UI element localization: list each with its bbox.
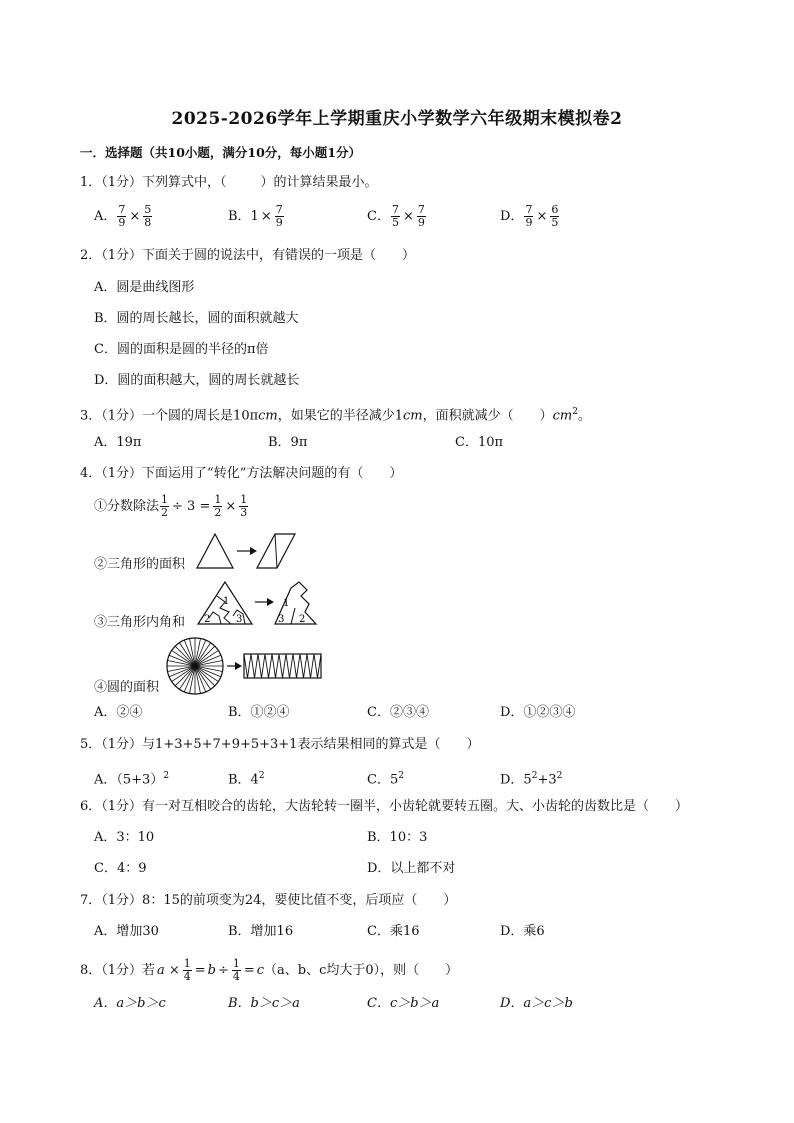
q1-option-c[interactable] [367, 204, 427, 229]
arrow-head [235, 662, 242, 670]
sector-zigzag [244, 654, 321, 678]
fraction: $\frac{7}{5}$ [391, 203, 399, 229]
q4-item-4-label: ④圆的面积 [94, 680, 160, 695]
q1-stem [80, 174, 378, 192]
q8-stem: 8．（1分）若 a × $\frac{1}{4}$ = b ÷ $\frac{1}{4}$ = c（a、b、c均大于0），则（ ） [80, 957, 459, 983]
triangle-angle-sum-figure [195, 578, 320, 628]
times-sign: × [225, 499, 237, 514]
fraction: $\frac{1}{2}$ [161, 493, 169, 519]
q4-stem: 4．（1分）下面运用了“转化”方法解决问题的有（ ） [80, 466, 403, 481]
q8-option-b[interactable]: B．b＞c＞a [228, 996, 300, 1011]
q6-option-a[interactable]: A．3：10 [94, 830, 155, 845]
section-heading: 一．选择题（共10小题，满分10分，每小题1分） [80, 145, 361, 160]
q4-item1-eq: ÷ 3 = [172, 499, 211, 514]
q7-stem: 7．（1分）8：15的前项变为24，要使比值不变，后项应（ ） [80, 893, 457, 908]
q6-stem: 6．（1分）有一对互相咬合的齿轮，大齿轮转一圈半，小齿轮就要转五圈。大、小齿轮的齿数比是（ ） [80, 799, 689, 814]
q3-stem: 3．（1分）一个圆的周长是10πcm，如果它的半径减少1cm，面积就减少（ ）$cm^2$。 [80, 407, 592, 424]
fraction: $\frac{7}{9}$ [417, 203, 425, 229]
arrow-head [250, 547, 257, 555]
q2-option-b[interactable]: B．圆的周长越长，圆的面积就越大 [94, 311, 299, 326]
zigzag-line [244, 654, 321, 678]
q1-c-label: C． [367, 209, 390, 224]
fraction: $\frac{1}{4}$ [232, 957, 240, 983]
q5-option-d[interactable]: D．$5^2+3^2$ [500, 771, 563, 788]
diagonal-line [275, 534, 277, 568]
triangle-to-parallelogram-figure [195, 531, 300, 571]
q1-a-label: A． [94, 209, 117, 224]
q7-option-d[interactable]: D．乘6 [500, 924, 545, 939]
times-sign: × [402, 209, 414, 224]
q6-option-b[interactable]: B．10：3 [367, 830, 428, 845]
q8-option-c[interactable]: C．c＞b＞a [367, 996, 440, 1011]
fraction: $\frac{6}{5}$ [551, 203, 559, 229]
q1-option-d[interactable] [500, 204, 560, 229]
q1-b-label: B．1 [228, 209, 259, 224]
q5-option-b[interactable]: B．$4^2$ [228, 771, 265, 788]
q5-stem: 5．（1分）与1+3+5+7+9+5+3+1表示结果相同的算式是（ ） [80, 737, 480, 752]
triangle-shape [197, 534, 233, 568]
tear-line [209, 612, 221, 624]
fraction: $\frac{1}{4}$ [183, 957, 191, 983]
q7-option-a[interactable]: A．增加30 [94, 924, 159, 939]
q4-item1-label: ①分数除法 [94, 499, 160, 514]
angle-label: 3 [236, 614, 243, 625]
q2-option-c[interactable]: C．圆的面积是圆的半径的π倍 [94, 342, 269, 357]
q4-item-3-label: ③三角形内角和 [94, 615, 186, 630]
fraction: $\frac{7}{9}$ [525, 203, 533, 229]
q7-option-c[interactable]: C．乘16 [367, 924, 420, 939]
q5-option-c[interactable]: C．$5^2$ [367, 771, 404, 788]
fraction: $\frac{7}{9}$ [118, 203, 126, 229]
q4-item-2-label: ②三角形的面积 [94, 557, 186, 572]
angle-label: 1 [223, 596, 230, 607]
q2-option-a[interactable]: A．圆是曲线图形 [94, 280, 195, 295]
q6-option-c[interactable]: C．4：9 [94, 861, 147, 876]
fraction: $\frac{1}{2}$ [214, 493, 222, 519]
q1-d-label: D． [500, 209, 524, 224]
q4-item-1 [94, 494, 249, 519]
times-sign: × [536, 209, 548, 224]
q2-stem: 2．（1分）下面关于圆的说法中，有错误的一项是（ ） [80, 248, 416, 263]
fraction: $\frac{1}{3}$ [240, 493, 248, 519]
times-sign: × [129, 209, 141, 224]
page-title: 2025-2026学年上学期重庆小学数学六年级期末模拟卷2 [171, 109, 623, 129]
approx-rectangle [244, 654, 321, 678]
q1-stem-text-a: 1．（1分）下列算式中，（ [80, 175, 227, 190]
angle-label: 1 [283, 598, 290, 609]
q3-option-a[interactable]: A．19π [94, 435, 142, 450]
circle-to-rectangle-figure [165, 636, 325, 696]
times-sign: × [260, 209, 272, 224]
q2-option-d[interactable]: D．圆的面积越大，圆的周长就越长 [94, 373, 300, 388]
q4-option-a[interactable]: A．②④ [94, 705, 143, 720]
fraction: $\frac{5}{8}$ [144, 203, 152, 229]
q5-option-a[interactable]: A．$(5+3)^2$ [94, 771, 170, 788]
q7-option-b[interactable]: B．增加16 [228, 924, 294, 939]
q8-option-a[interactable]: A．a＞b＞c [94, 996, 166, 1011]
inner-line [291, 608, 295, 624]
q1-option-a[interactable] [94, 204, 153, 229]
angle-label: 2 [204, 614, 211, 625]
q4-option-d[interactable]: D．①②③④ [500, 705, 576, 720]
q4-option-c[interactable]: C．②③④ [367, 705, 429, 720]
angle-label: 3 [278, 614, 285, 625]
q3-option-c[interactable]: C．10π [455, 435, 504, 450]
q3-option-b[interactable]: B．9π [268, 435, 308, 450]
angle-label: 2 [299, 614, 306, 625]
circle-sectors [167, 638, 223, 694]
q8-option-d[interactable]: D．a＞c＞b [500, 996, 573, 1011]
q1-stem-text-b: ）的计算结果最小。 [260, 175, 378, 190]
q1-option-b[interactable] [228, 204, 285, 229]
q4-option-b[interactable]: B．①②④ [228, 705, 290, 720]
arrow-head [267, 598, 274, 606]
fraction: $\frac{7}{9}$ [275, 203, 283, 229]
q6-option-d[interactable]: D．以上都不对 [367, 861, 456, 876]
